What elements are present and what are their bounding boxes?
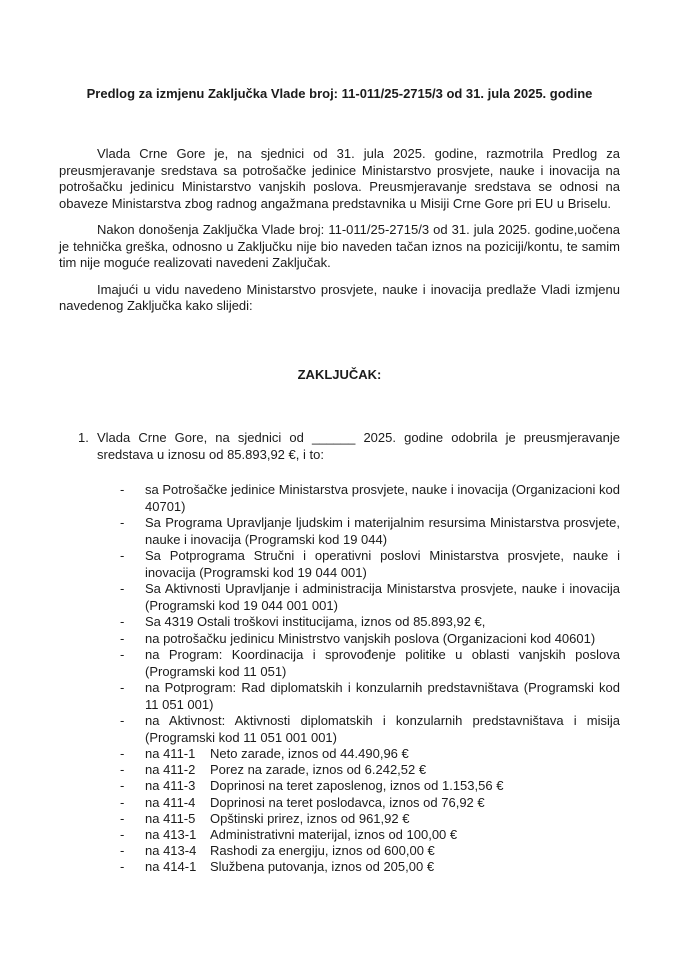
list-item-text: Sa Potprograma Stručni i operativni poslovi Ministarstva prosvjete, nauke i inovacija (Programski kod 19 044 001) (145, 548, 620, 580)
list-item (120, 581, 620, 614)
amount-desc: Doprinosi na teret zaposlenog, iznos od 1.153,56 € (210, 778, 504, 794)
list-item (120, 548, 620, 581)
amount-desc: Rashodi za energiju, iznos od 600,00 € (210, 843, 435, 859)
amount-desc: Doprinosi na teret poslodavca, iznos od 76,92 € (210, 794, 485, 810)
amount-row (120, 795, 620, 811)
transfer-to-list (59, 631, 620, 747)
amount-code: na 413-4 (145, 843, 197, 859)
amount-code: na 411-3 (145, 778, 196, 794)
dash-bullet: - (120, 762, 125, 778)
list-item-text: sa Potrošačke jedinice Ministarstva prosvjete, nauke i inovacija (Organizacioni kod 40701) (145, 482, 620, 514)
dash-bullet: - (120, 746, 125, 761)
amount-row (120, 859, 620, 875)
list-item (120, 515, 620, 548)
amount-desc: Opštinski prirez, iznos od 961,92 € (210, 810, 410, 826)
paragraph-proposal: Imajući u vidu navedeno Ministarstvo prosvjete, nauke i inovacija predlaže Vladi izmjenu navedenog Zaključka kako slijedi: (59, 281, 620, 313)
dash-bullet: - (120, 794, 125, 810)
amount-row (120, 811, 620, 827)
amount-row (120, 843, 620, 859)
list-item (120, 713, 620, 746)
paragraph-intro: Vlada Crne Gore je, na sjednici od 31. jula 2025. godine, razmotrila Predlog za preusmjeravanje sredstava sa potrošačke jedinice Ministarstvo prosvjete, nauke i inovacija na potrošačku jedinicu Ministarstvo vanjskih poslova. Preusmjeravanje sredstava se odnosi na obaveze Ministarstva zbog radnog angažmana predstavnika u Misiji Crne Gore pri EU u Briselu. (59, 146, 620, 211)
list-item (120, 631, 620, 648)
item-text: Vlada Crne Gore, na sjednici od ______ 2025. godine odobrila je preusmjeravanje sredstava u iznosu od 85.893,92 €, i to: (97, 430, 620, 462)
amount-row (120, 762, 620, 778)
amount-desc: Administrativni materijal, iznos od 100,00 € (210, 827, 458, 843)
list-item-text: na Program: Koordinacija i sprovođenje politike u oblasti vanjskih poslova (Programski kod 11 051) (145, 647, 620, 679)
dash-bullet: - (120, 859, 125, 875)
amounts-list (59, 746, 620, 876)
dash-bullet: - (120, 614, 125, 629)
list-item (120, 614, 620, 631)
amount-row (120, 746, 620, 762)
list-item-text: na Aktivnost: Aktivnosti diplomatskih i konzularnih predstavništava i misija (Programski kod 11 051 001 001) (145, 713, 620, 745)
paragraph-error-note: Nakon donošenja Zaključka Vlade broj: 11-011/25-2715/3 od 31. jula 2025. godine,uočena je tehnička greška, odnosno u Zaključku nije bio naveden tačan iznos na poziciji/kontu, te samim tim nije moguće realizovati navedeni Zaključak. (59, 222, 620, 270)
amount-code: na 411-2 (145, 762, 196, 778)
dash-bullet: - (120, 778, 125, 794)
amount-code: na 411-1 (145, 746, 196, 761)
list-item (120, 647, 620, 680)
dash-bullet: - (120, 810, 125, 826)
list-item-text: Sa 4319 Ostali troškovi institucijama, iznos od 85.893,92 €, (145, 614, 486, 629)
amount-desc: Službena putovanja, iznos od 205,00 € (210, 859, 435, 875)
amount-row (120, 827, 620, 843)
dash-bullet: - (120, 843, 125, 859)
dash-bullet: - (120, 713, 125, 728)
dash-bullet: - (120, 548, 125, 563)
amount-row (120, 778, 620, 794)
dash-bullet: - (120, 482, 125, 497)
amount-code: na 411-5 (145, 810, 196, 826)
item-number: 1. (78, 430, 89, 445)
list-item (120, 482, 620, 515)
dash-bullet: - (120, 647, 125, 662)
dash-bullet: - (120, 827, 125, 843)
list-item-text: na potrošačku jedinicu Ministrstvo vanjskih poslova (Organizacioni kod 40601) (145, 630, 596, 646)
list-item-text: Sa Programa Upravljanje ljudskim i materijalnim resursima Ministarstva prosvjete, nauke i inovacija (Programski kod 19 044) (145, 515, 620, 547)
dash-bullet: - (120, 630, 125, 646)
dash-bullet: - (120, 581, 125, 596)
transfer-from-list (59, 482, 620, 631)
document-title: Predlog za izmjenu Zaključka Vlade broj: 11-011/25-2715/3 od 31. jula 2025. godine (86, 86, 593, 101)
amount-code: na 411-4 (145, 794, 196, 810)
list-item-text: na Potprogram: Rad diplomatskih i konzularnih predstavništava (Programski kod 11 051 001) (145, 680, 620, 712)
amount-code: na 414-1 (145, 859, 197, 875)
dash-bullet: - (120, 680, 125, 695)
numbered-item-1 (59, 430, 620, 463)
amount-code: na 413-1 (145, 827, 197, 843)
amount-desc: Neto zarade, iznos od 44.490,96 € (210, 746, 409, 761)
dash-bullet: - (120, 515, 125, 530)
amount-desc: Porez na zarade, iznos od 6.242,52 € (210, 762, 427, 778)
list-item-text: Sa Aktivnosti Upravljanje i administracija Ministarstva prosvjete, nauke i inovacija (Programski kod 19 044 001 001) (145, 581, 620, 613)
section-heading-zakljucak: ZAKLJUČAK: (297, 366, 382, 382)
list-item (120, 680, 620, 713)
